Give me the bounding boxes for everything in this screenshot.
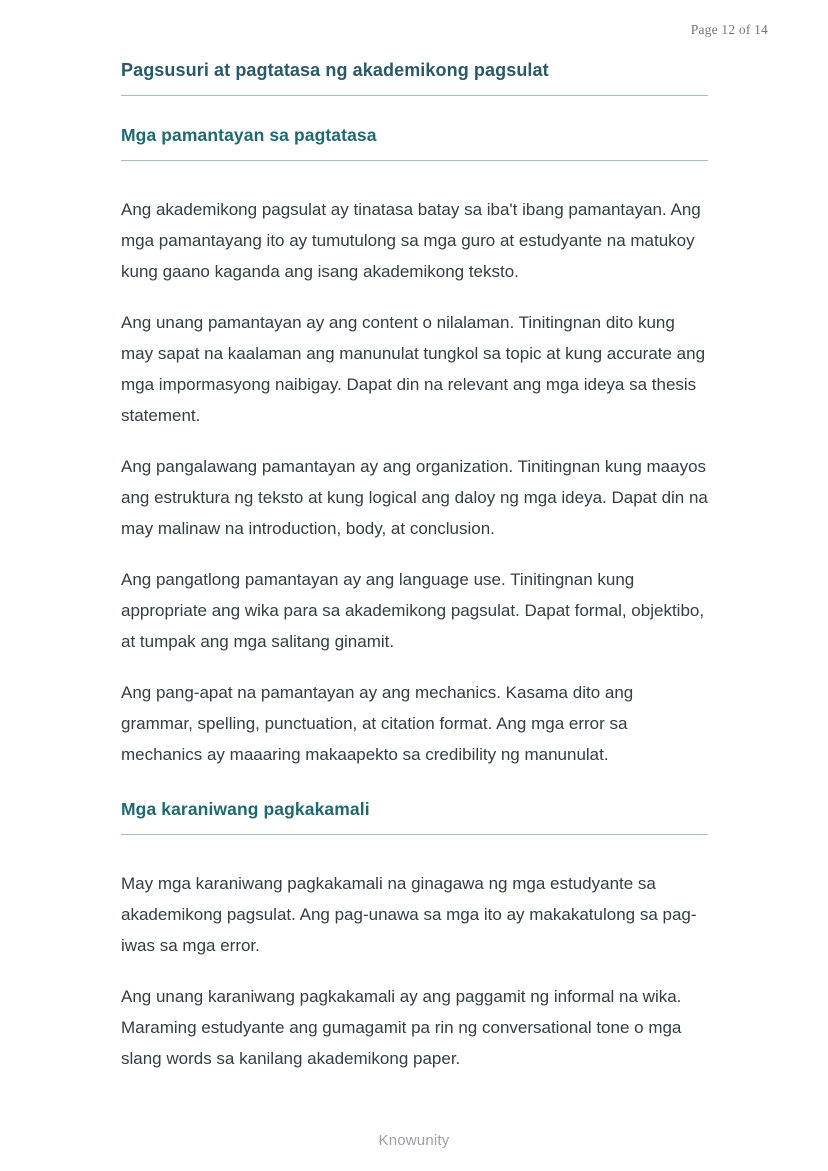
footer-brand: Knowunity (378, 1132, 450, 1149)
page-number: Page 12 of 14 (690, 22, 768, 37)
paragraph: Ang pangatlong pamantayan ay ang language use. Tinitingnan kung appropriate ang wika para sa akademikong pagsulat. Dapat formal, objektibo, at tumpak ang mga salitang ginamit. (121, 570, 705, 651)
paragraph: Ang unang karaniwang pagkakamali ay ang paggamit ng informal na wika. Maraming estudyante ang gumagamit pa rin ng conversational tone o mga slang words sa kanilang akademikong paper. (121, 987, 682, 1068)
paragraph: Ang unang pamantayan ay ang content o nilalaman. Tinitingnan dito kung may sapat na kaalaman ang manunulat tungkol sa topic at kung accurate ang mga impormasyong naibigay. Dapat din na relevant ang mga ideya sa thesis statement. (121, 313, 706, 425)
section-heading-pagkakamali: Mga karaniwang pagkakamali (121, 799, 708, 835)
paragraph: May mga karaniwang pagkakamali na ginagawa ng mga estudyante sa akademikong pagsulat. Ang pag-unawa sa mga ito ay makakatulong sa pag-iwas sa mga error. (121, 874, 697, 955)
document-content (121, 60, 708, 1094)
section-heading-pamantayan: Mga pamantayan sa pagtatasa (121, 125, 708, 161)
paragraph: Ang pangalawang pamantayan ay ang organization. Tinitingnan kung maayos ang estruktura ng teksto at kung logical ang daloy ng mga ideya. Dapat din na may malinaw na introduction, body, at conclusion. (121, 457, 708, 538)
paragraph: Ang akademikong pagsulat ay tinatasa batay sa iba't ibang pamantayan. Ang mga pamantayang ito ay tumutulong sa mga guro at estudyante na matukoy kung gaano kaganda ang isang akademikong teksto. (121, 200, 701, 281)
document-title: Pagsusuri at pagtatasa ng akademikong pagsulat (121, 60, 708, 96)
paragraph: Ang pang-apat na pamantayan ay ang mechanics. Kasama dito ang grammar, spelling, punctuation, at citation format. Ang mga error sa mechanics ay maaaring makaapekto sa credibility ng manunulat. (121, 683, 634, 764)
